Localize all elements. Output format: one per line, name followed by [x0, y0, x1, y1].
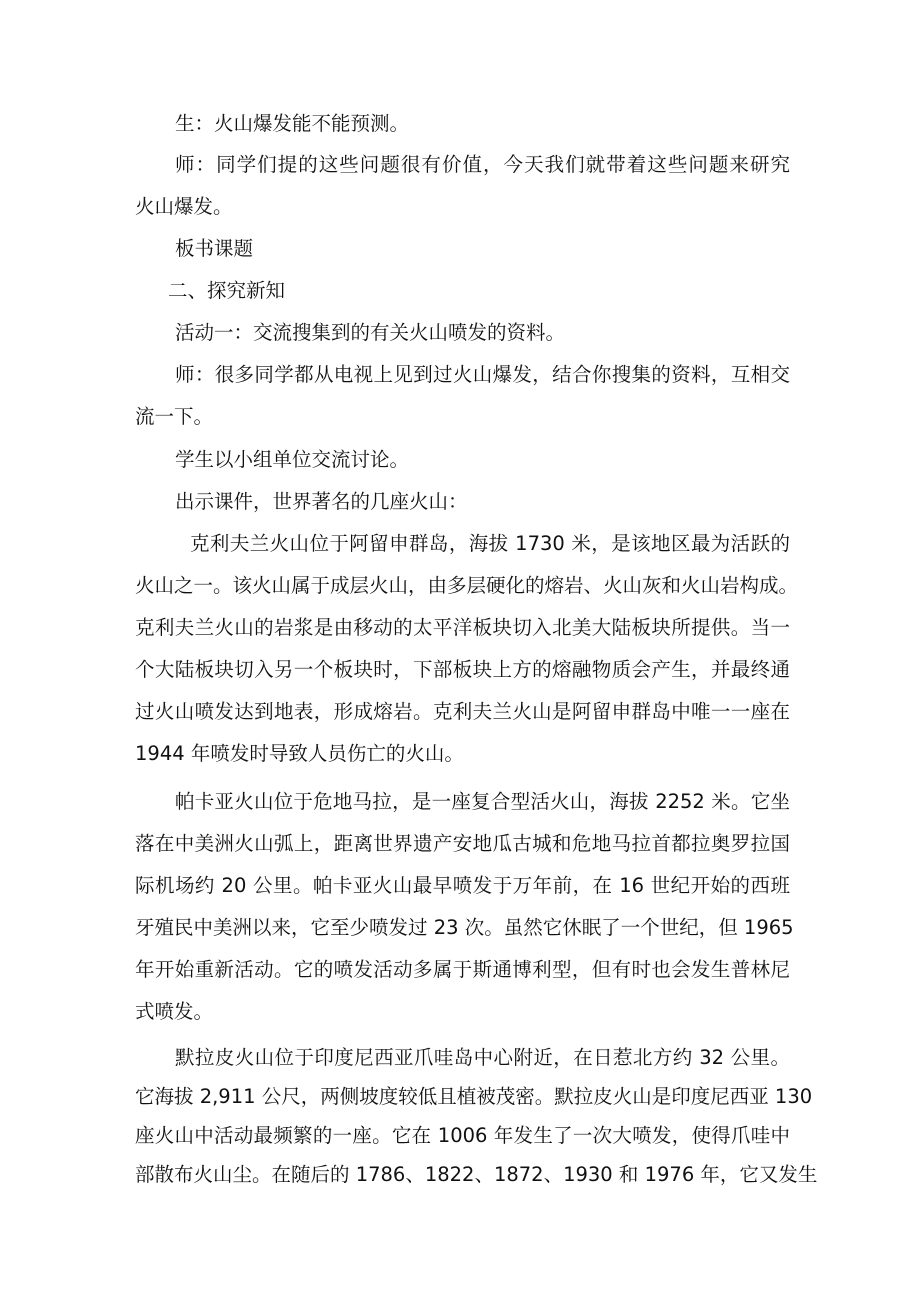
paragraph-show-slides: 出示课件，世界著名的几座火山：: [175, 490, 468, 513]
paragraph-activity-one: 活动一：交流搜集到的有关火山喷发的资料。: [175, 321, 566, 344]
paragraph-pacaya-line-2: 落在中美洲火山弧上，距离世界遗产安地瓜古城和危地马拉首都拉奥罗拉国: [135, 832, 790, 855]
paragraph-cleveland-line-4: 个大陆板块切入另一个板块时，下部板块上方的熔融物质会产生，并最终通: [135, 658, 790, 681]
paragraph-pacaya-line-4: 牙殖民中美洲以来，它至少喷发过 23 次。虽然它休眠了一个世纪，但 1965: [135, 916, 794, 939]
paragraph-cleveland-line-6: 1944 年喷发时导致人员伤亡的火山。: [135, 742, 464, 765]
paragraph-board-title: 板书课题: [175, 237, 254, 260]
paragraph-student-question: 生：火山爆发能不能预测。: [175, 112, 410, 135]
paragraph-pacaya-line-6: 式喷发。: [135, 1000, 214, 1023]
paragraph-pacaya-line-1: 帕卡亚火山位于危地马拉，是一座复合型活火山，海拔 2252 米。它坐: [175, 790, 790, 813]
paragraph-teacher-2-line-2: 流一下。: [135, 405, 214, 428]
paragraph-merapi-line-1: 默拉皮火山位于印度尼西亚爪哇岛中心附近，在日惹北方约 32 公里。: [175, 1046, 790, 1069]
paragraph-pacaya-line-5: 年开始重新活动。它的喷发活动多属于斯通博利型，但有时也会发生普林尼: [135, 958, 790, 981]
paragraph-cleveland-line-2: 火山之一。该火山属于成层火山，由多层硬化的熔岩、火山灰和火山岩构成。: [135, 574, 799, 597]
paragraph-cleveland-line-5: 过火山喷发达到地表，形成熔岩。克利夫兰火山是阿留申群岛中唯一一座在: [135, 700, 790, 723]
paragraph-cleveland-line-1: 克利夫兰火山位于阿留申群岛，海拔 1730 米，是该地区最为活跃的: [190, 532, 790, 555]
paragraph-merapi-line-4: 部散布火山尘。在随后的 1786、1822、1872、1930 和 1976 年，它又发生: [135, 1163, 818, 1186]
section-heading: 二、探究新知: [168, 279, 286, 302]
paragraph-merapi-line-2: 它海拔 2,911 公尺，两侧坡度较低且植被茂密。默拉皮火山是印度尼西亚 130: [135, 1085, 813, 1108]
paragraph-teacher-line-1: 师：同学们提的这些问题很有价值，今天我们就带着这些问题来研究: [175, 153, 790, 176]
paragraph-merapi-line-3: 座火山中活动最频繁的一座。它在 1006 年发生了一次大喷发，使得爪哇中: [135, 1124, 790, 1147]
paragraph-teacher-line-2: 火山爆发。: [135, 195, 233, 218]
paragraph-cleveland-line-3: 克利夫兰火山的岩浆是由移动的太平洋板块切入北美大陆板块所提供。当一: [135, 616, 790, 639]
paragraph-pacaya-line-3: 际机场约 20 公里。帕卡亚火山最早喷发于万年前，在 16 世纪开始的西班: [135, 874, 790, 897]
paragraph-group-discussion: 学生以小组单位交流讨论。: [175, 448, 410, 471]
paragraph-teacher-2-line-1: 师：很多同学都从电视上见到过火山爆发，结合你搜集的资料，互相交: [175, 363, 790, 386]
